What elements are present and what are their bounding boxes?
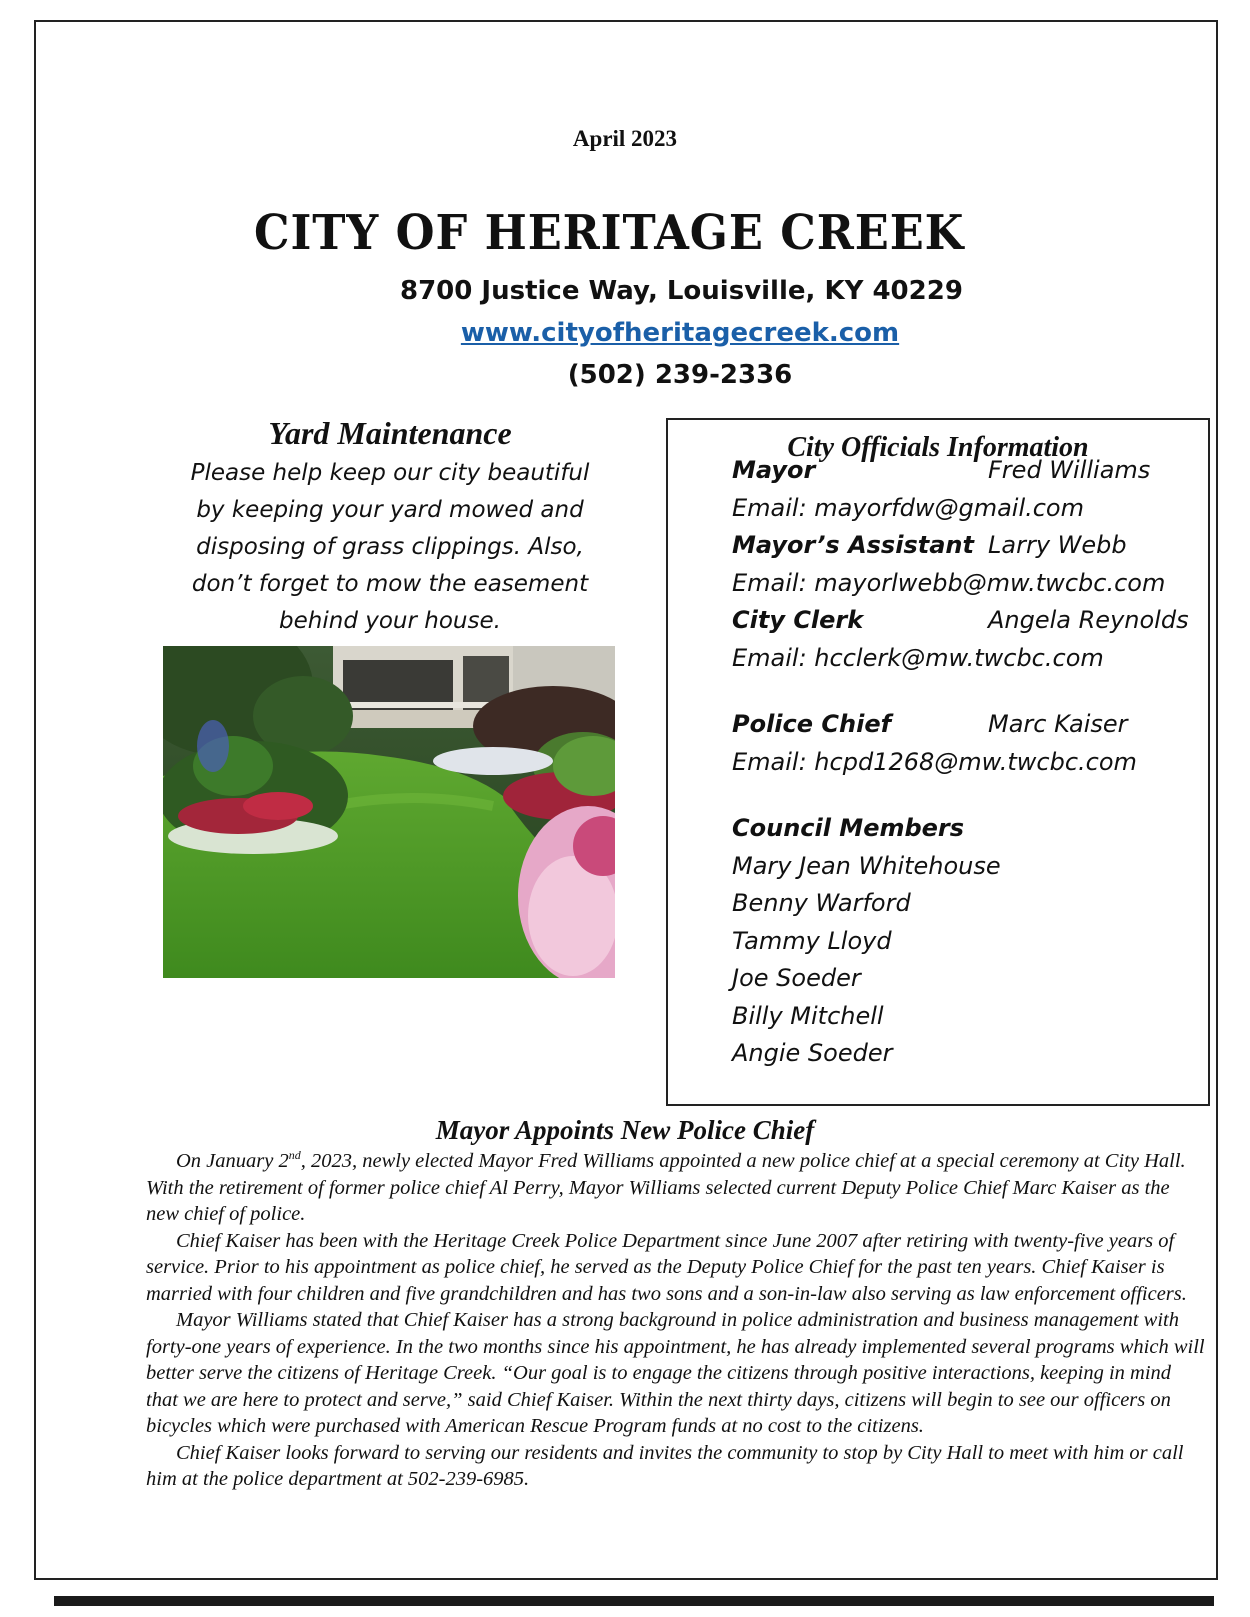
city-website-link[interactable]: www.cityofheritagecreek.com: [460, 318, 900, 348]
footer-rule: [54, 1596, 1214, 1606]
garden-illustration: [163, 646, 615, 978]
council-title-text: Council Members: [732, 814, 965, 842]
article-body: [146, 1148, 1206, 1493]
city-officials-box: [666, 418, 1210, 1106]
yard-maintenance-title: Yard Maintenance: [268, 415, 512, 451]
police-email: Email: hcpd1268@mw.twcbc.com: [732, 748, 1137, 776]
garden-photo: [163, 646, 615, 978]
yard-line: don’t forget to mow the easement: [191, 571, 589, 597]
yard-line: Please help keep our city beautiful: [190, 460, 590, 486]
mayor-row: [732, 456, 1150, 484]
assistant-email: Email: mayorlwebb@mw.twcbc.com: [732, 569, 1166, 597]
yard-line: by keeping your yard mowed and: [196, 497, 584, 523]
police-role: Police Chief: [732, 710, 892, 738]
city-phone: (502) 239-2336: [567, 360, 793, 390]
assistant-name: Larry Webb: [988, 531, 1127, 559]
article-paragraph: Chief Kaiser looks forward to serving our residents and invites the community to stop by City Hall to meet with him or call him at the police department at 502-239-6985.: [146, 1441, 1184, 1490]
yard-maintenance-text: [160, 455, 620, 640]
yard-line: behind your house.: [279, 608, 501, 634]
article-paragraph: Mayor Williams stated that Chief Kaiser has a strong background in police administration and business management with forty-one years of experience. In the two months since his appointment, he has already implemented several programs which will better serve the citizens of Heritage Creek. “Our goal is to engage the citizens through positive interactions, keeping in mind that we are here to protect and serve,” said Chief Kaiser. Within the next thirty days, citizens will begin to see our officers on bicycles which were purchased with American Rescue Program funds at no cost to the citizens.: [146, 1309, 1205, 1437]
city-masthead: CITY OF HERITAGE CREEK: [254, 205, 965, 261]
p1-superscript: nd: [288, 1148, 301, 1163]
assistant-role: Mayor’s Assistant: [732, 531, 974, 559]
council-member: Joe Soeder: [732, 964, 861, 992]
p1-rest: , 2023, newly elected Mayor Fred Williams appointed a new police chief at a special ceremony at City Hall. With the retirement of former police chief Al Perry, Mayor Williams selected current Deputy Police Chief Marc Kaiser as the new chief of police.: [146, 1150, 1186, 1225]
council-member: Billy Mitchell: [732, 1002, 884, 1030]
mayor-email: Email: mayorfdw@gmail.com: [732, 494, 1084, 522]
issue-date: April 2023: [572, 126, 678, 151]
clerk-row: [732, 606, 1189, 634]
mayor-name: Fred Williams: [988, 456, 1151, 484]
council-title: [732, 814, 964, 842]
article-title: Mayor Appoints New Police Chief: [435, 1115, 815, 1145]
council-member: Angie Soeder: [732, 1039, 893, 1067]
council-member: Benny Warford: [732, 889, 911, 917]
city-address: 8700 Justice Way, Louisville, KY 40229: [400, 276, 963, 306]
police-name: Marc Kaiser: [988, 710, 1128, 738]
police-row: [732, 710, 1128, 738]
p1-start: On January 2: [176, 1150, 289, 1172]
council-member: Mary Jean Whitehouse: [732, 852, 1001, 880]
clerk-email: Email: hcclerk@mw.twcbc.com: [732, 644, 1104, 672]
clerk-name: Angela Reynolds: [988, 606, 1189, 634]
article-paragraph: Chief Kaiser has been with the Heritage Creek Police Department since June 2007 after retiring with twenty-five years of service. Prior to his appointment as police chief, he served as the Deputy Police Chief for the past ten years. Chief Kaiser is married with four children and five grandchildren and has two sons and a son-in-law also serving as law enforcement officers.: [146, 1229, 1187, 1305]
assistant-row: [732, 531, 1127, 559]
council-member: Tammy Lloyd: [732, 927, 892, 955]
clerk-role: City Clerk: [732, 606, 864, 634]
officials-title: City Officials Information: [787, 432, 1089, 463]
mayor-role: Mayor: [732, 456, 816, 484]
yard-line: disposing of grass clippings. Also,: [196, 534, 584, 560]
article-paragraph: [146, 1148, 1206, 1228]
